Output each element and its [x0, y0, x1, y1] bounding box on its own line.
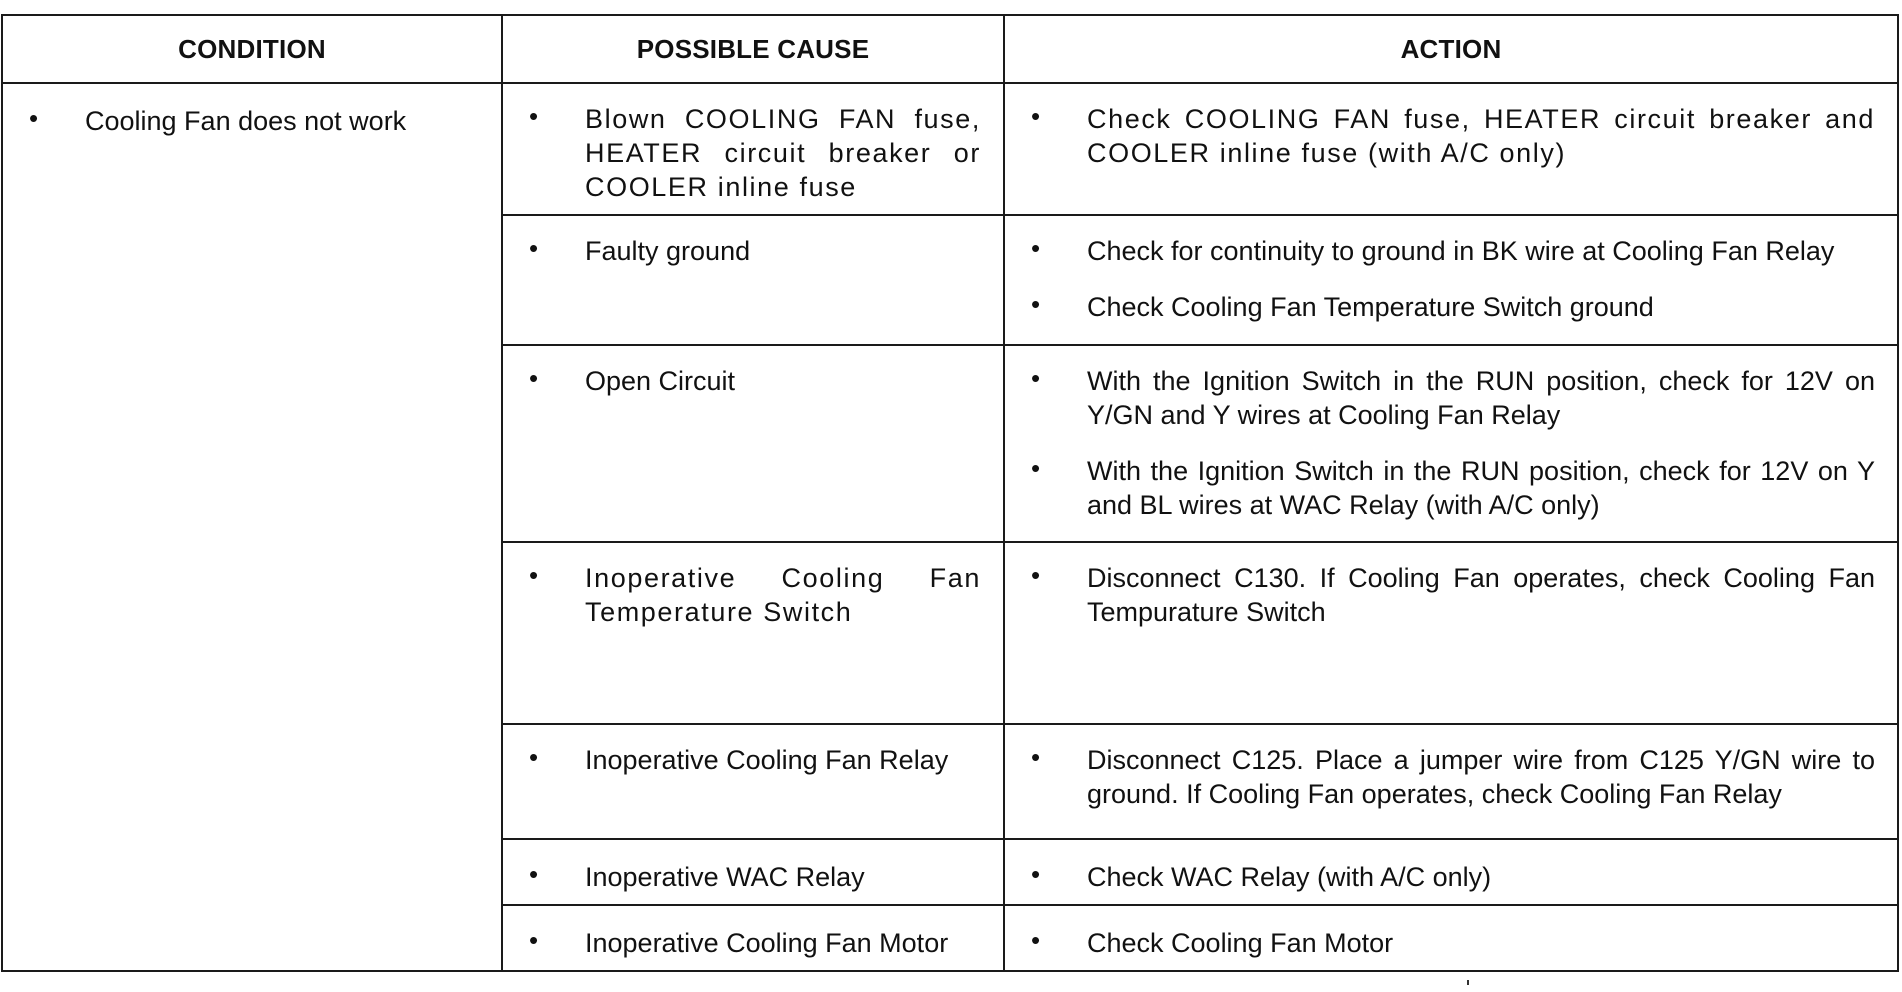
action-cell	[1004, 542, 1898, 724]
action-cell	[1004, 83, 1898, 215]
cause-item	[529, 926, 981, 960]
condition-text: Cooling Fan does not work	[85, 106, 407, 136]
bullet-icon: •	[1031, 560, 1041, 590]
action-text: Disconnect C125. Place a jumper wire from C125 Y/GN wire to ground. If Cooling Fan operates, check Cooling Fan Relay	[1087, 745, 1875, 809]
header-action: ACTION	[1004, 15, 1898, 83]
cause-cell	[502, 905, 1004, 971]
bullet-icon: •	[529, 363, 539, 393]
bullet-icon: •	[29, 103, 39, 133]
action-item	[1031, 102, 1875, 170]
action-item	[1031, 561, 1875, 629]
bullet-icon: •	[1031, 925, 1041, 955]
action-item	[1031, 926, 1875, 960]
bullet-icon: •	[1031, 101, 1041, 131]
cause-cell	[502, 724, 1004, 839]
action-cell	[1004, 724, 1898, 839]
cause-item	[529, 102, 981, 204]
bullet-icon: •	[529, 859, 539, 889]
bullet-icon: •	[1031, 363, 1041, 393]
cause-cell	[502, 215, 1004, 345]
cause-item	[529, 561, 981, 629]
action-item	[1031, 743, 1875, 811]
action-text: With the Ignition Switch in the RUN position, check for 12V on Y and BL wires at WAC Relay (with A/C only)	[1087, 456, 1875, 520]
bullet-icon: •	[529, 925, 539, 955]
bullet-icon: •	[529, 101, 539, 131]
bullet-icon: •	[1031, 859, 1041, 889]
action-text: With the Ignition Switch in the RUN position, check for 12V on Y/GN and Y wires at Cooling Fan Relay	[1087, 366, 1875, 430]
bullet-icon: •	[1031, 453, 1041, 483]
cause-text: Blown COOLING FAN fuse, HEATER circuit breaker or COOLER inline fuse	[585, 104, 981, 202]
bullet-icon: •	[1031, 742, 1041, 772]
action-item	[1031, 234, 1875, 268]
bullet-icon: •	[1031, 233, 1041, 263]
action-item	[1031, 860, 1875, 894]
cause-cell	[502, 83, 1004, 215]
header-possible-cause: POSSIBLE CAUSE	[502, 15, 1004, 83]
cause-item	[529, 364, 981, 398]
condition-item	[29, 104, 479, 138]
action-text: Check Cooling Fan Temperature Switch ground	[1087, 292, 1654, 322]
table-row	[2, 83, 1898, 215]
bullet-icon: •	[529, 560, 539, 590]
action-text: Check COOLING FAN fuse, HEATER circuit breaker and COOLER inline fuse (with A/C only)	[1087, 104, 1875, 168]
action-cell	[1004, 345, 1898, 542]
action-cell	[1004, 905, 1898, 971]
condition-cell	[2, 83, 502, 971]
diagnosis-table	[1, 14, 1899, 972]
action-item	[1031, 364, 1875, 432]
cause-item	[529, 743, 981, 777]
bullet-icon: •	[529, 742, 539, 772]
scan-speck	[1467, 980, 1469, 985]
cause-text: Inoperative Cooling Fan Relay	[585, 745, 949, 775]
cause-item	[529, 860, 981, 894]
action-text: Check for continuity to ground in BK wire at Cooling Fan Relay	[1087, 236, 1835, 266]
cause-text: Inoperative Cooling Fan Motor	[585, 928, 949, 958]
cause-cell	[502, 542, 1004, 724]
bullet-icon: •	[1031, 289, 1041, 319]
cause-text: Inoperative WAC Relay	[585, 862, 865, 892]
action-text: Disconnect C130. If Cooling Fan operates, check Cooling Fan Tempurature Switch	[1087, 563, 1875, 627]
action-item	[1031, 290, 1875, 324]
cause-text: Open Circuit	[585, 366, 736, 396]
bullet-icon: •	[529, 233, 539, 263]
cause-item	[529, 234, 981, 268]
action-cell	[1004, 215, 1898, 345]
cause-cell	[502, 839, 1004, 905]
cause-cell	[502, 345, 1004, 542]
cause-text: Faulty ground	[585, 236, 751, 266]
action-text: Check Cooling Fan Motor	[1087, 928, 1394, 958]
header-condition: CONDITION	[2, 15, 502, 83]
action-item	[1031, 454, 1875, 522]
action-cell	[1004, 839, 1898, 905]
cause-text: Inoperative Cooling Fan Temperature Switch	[585, 563, 981, 627]
action-text: Check WAC Relay (with A/C only)	[1087, 862, 1492, 892]
header-row	[2, 15, 1898, 83]
